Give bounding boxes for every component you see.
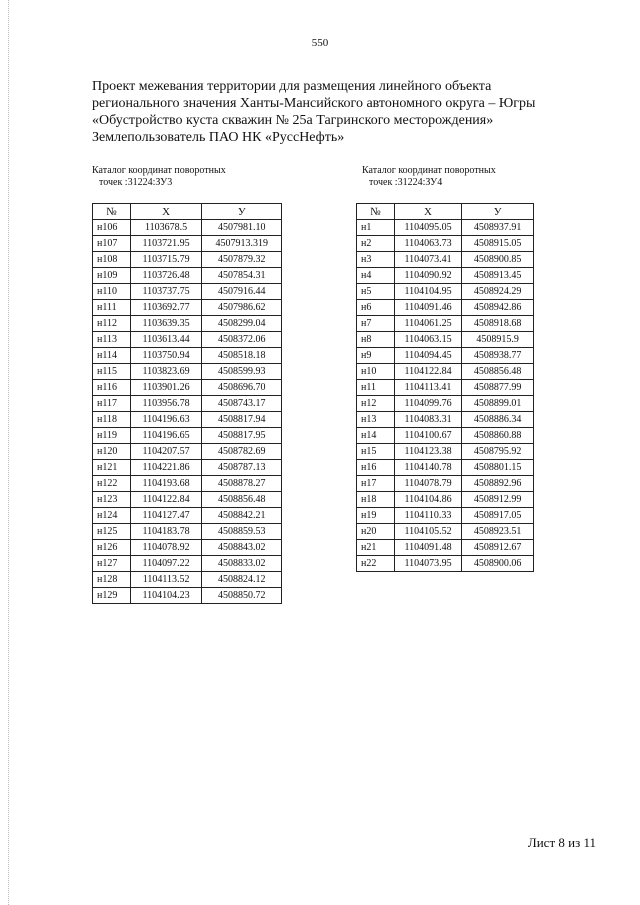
header-number: № xyxy=(357,204,395,220)
point-number-cell: н14 xyxy=(357,428,395,444)
point-number-cell: н124 xyxy=(93,508,131,524)
x-coordinate-cell: 1103956.78 xyxy=(130,396,202,412)
right-caption-line-2: точек :31224:ЗУ4 xyxy=(369,177,443,188)
table-row xyxy=(93,332,282,348)
table-row xyxy=(93,476,282,492)
x-coordinate-cell: 1104100.67 xyxy=(394,428,462,444)
x-coordinate-cell: 1104113.41 xyxy=(394,380,462,396)
x-coordinate-cell: 1104073.95 xyxy=(394,556,462,572)
y-coordinate-cell: 4508299.04 xyxy=(202,316,282,332)
x-coordinate-cell: 1104078.92 xyxy=(130,540,202,556)
table-row xyxy=(357,300,534,316)
point-number-cell: н113 xyxy=(93,332,131,348)
y-coordinate-cell: 4508938.77 xyxy=(462,348,534,364)
table-row xyxy=(357,220,534,236)
table-row xyxy=(93,284,282,300)
point-number-cell: н13 xyxy=(357,412,395,428)
table-row xyxy=(357,252,534,268)
y-coordinate-cell: 4508795.92 xyxy=(462,444,534,460)
right-caption-line-1: Каталог координат поворотных xyxy=(362,165,496,176)
y-coordinate-cell: 4508923.51 xyxy=(462,524,534,540)
x-coordinate-cell: 1103721.95 xyxy=(130,236,202,252)
document-title xyxy=(92,78,572,146)
y-coordinate-cell: 4507913.319 xyxy=(202,236,282,252)
y-coordinate-cell: 4508899.01 xyxy=(462,396,534,412)
y-coordinate-cell: 4508912.99 xyxy=(462,492,534,508)
table-row xyxy=(93,396,282,412)
table-row xyxy=(93,524,282,540)
y-coordinate-cell: 4508787.13 xyxy=(202,460,282,476)
x-coordinate-cell: 1104140.78 xyxy=(394,460,462,476)
header-number: № xyxy=(93,204,131,220)
point-number-cell: н112 xyxy=(93,316,131,332)
table-row xyxy=(357,316,534,332)
y-coordinate-cell: 4508743.17 xyxy=(202,396,282,412)
point-number-cell: н110 xyxy=(93,284,131,300)
x-coordinate-cell: 1104122.84 xyxy=(394,364,462,380)
point-number-cell: н118 xyxy=(93,412,131,428)
x-coordinate-cell: 1104105.52 xyxy=(394,524,462,540)
table-header-row xyxy=(357,204,534,220)
point-number-cell: н22 xyxy=(357,556,395,572)
table-row xyxy=(357,556,534,572)
y-coordinate-cell: 4508817.94 xyxy=(202,412,282,428)
x-coordinate-cell: 1104061.25 xyxy=(394,316,462,332)
y-coordinate-cell: 4508860.88 xyxy=(462,428,534,444)
x-coordinate-cell: 1103678.5 xyxy=(130,220,202,236)
table-row xyxy=(357,460,534,476)
x-coordinate-cell: 1104113.52 xyxy=(130,572,202,588)
table-row xyxy=(357,348,534,364)
x-coordinate-cell: 1104091.48 xyxy=(394,540,462,556)
y-coordinate-cell: 4508824.12 xyxy=(202,572,282,588)
point-number-cell: н111 xyxy=(93,300,131,316)
y-coordinate-cell: 4507981.10 xyxy=(202,220,282,236)
point-number-cell: н108 xyxy=(93,252,131,268)
y-coordinate-cell: 4508915.05 xyxy=(462,236,534,252)
y-coordinate-cell: 4508924.29 xyxy=(462,284,534,300)
x-coordinate-cell: 1104110.33 xyxy=(394,508,462,524)
x-coordinate-cell: 1104196.63 xyxy=(130,412,202,428)
x-coordinate-cell: 1103726.48 xyxy=(130,268,202,284)
point-number-cell: н12 xyxy=(357,396,395,412)
point-number-cell: н114 xyxy=(93,348,131,364)
title-line-2: регионального значения Ханты-Мансийского автономного округа – Югры xyxy=(92,96,536,111)
table-row xyxy=(357,380,534,396)
y-coordinate-cell: 4508913.45 xyxy=(462,268,534,284)
left-catalog-caption xyxy=(92,165,226,189)
x-coordinate-cell: 1104193.68 xyxy=(130,476,202,492)
point-number-cell: н107 xyxy=(93,236,131,252)
y-coordinate-cell: 4508918.68 xyxy=(462,316,534,332)
table-row xyxy=(357,444,534,460)
y-coordinate-cell: 4508833.02 xyxy=(202,556,282,572)
y-coordinate-cell: 4508878.27 xyxy=(202,476,282,492)
table-row xyxy=(357,332,534,348)
point-number-cell: н116 xyxy=(93,380,131,396)
header-x: X xyxy=(130,204,202,220)
x-coordinate-cell: 1103750.94 xyxy=(130,348,202,364)
point-number-cell: н18 xyxy=(357,492,395,508)
table-row xyxy=(357,540,534,556)
table-row xyxy=(93,380,282,396)
header-x: X xyxy=(394,204,462,220)
y-coordinate-cell: 4508917.05 xyxy=(462,508,534,524)
y-coordinate-cell: 4508599.93 xyxy=(202,364,282,380)
left-caption-line-1: Каталог координат поворотных xyxy=(92,165,226,176)
y-coordinate-cell: 4507854.31 xyxy=(202,268,282,284)
y-coordinate-cell: 4507916.44 xyxy=(202,284,282,300)
header-y: У xyxy=(202,204,282,220)
right-catalog-caption xyxy=(362,165,496,189)
table-row xyxy=(93,252,282,268)
y-coordinate-cell: 4508782.69 xyxy=(202,444,282,460)
x-coordinate-cell: 1104104.23 xyxy=(130,588,202,604)
x-coordinate-cell: 1104090.92 xyxy=(394,268,462,284)
table-row xyxy=(93,572,282,588)
x-coordinate-cell: 1104063.15 xyxy=(394,332,462,348)
x-coordinate-cell: 1104094.45 xyxy=(394,348,462,364)
table-row xyxy=(93,540,282,556)
point-number-cell: н128 xyxy=(93,572,131,588)
table-row xyxy=(93,316,282,332)
y-coordinate-cell: 4508892.96 xyxy=(462,476,534,492)
x-coordinate-cell: 1104183.78 xyxy=(130,524,202,540)
point-number-cell: н4 xyxy=(357,268,395,284)
table-row xyxy=(93,492,282,508)
table-row xyxy=(357,364,534,380)
y-coordinate-cell: 4508856.48 xyxy=(462,364,534,380)
point-number-cell: н3 xyxy=(357,252,395,268)
x-coordinate-cell: 1104123.38 xyxy=(394,444,462,460)
y-coordinate-cell: 4508942.86 xyxy=(462,300,534,316)
point-number-cell: н7 xyxy=(357,316,395,332)
table-row xyxy=(93,364,282,380)
table-row xyxy=(93,460,282,476)
y-coordinate-cell: 4507986.62 xyxy=(202,300,282,316)
x-coordinate-cell: 1103613.44 xyxy=(130,332,202,348)
y-coordinate-cell: 4508900.06 xyxy=(462,556,534,572)
x-coordinate-cell: 1104063.73 xyxy=(394,236,462,252)
point-number-cell: н6 xyxy=(357,300,395,316)
x-coordinate-cell: 1104083.31 xyxy=(394,412,462,428)
point-number-cell: н15 xyxy=(357,444,395,460)
point-number-cell: н119 xyxy=(93,428,131,444)
table-row xyxy=(357,396,534,412)
point-number-cell: н127 xyxy=(93,556,131,572)
table-row xyxy=(93,428,282,444)
x-coordinate-cell: 1103639.35 xyxy=(130,316,202,332)
x-coordinate-cell: 1104073.41 xyxy=(394,252,462,268)
point-number-cell: н1 xyxy=(357,220,395,236)
table-row xyxy=(357,412,534,428)
table-row xyxy=(93,588,282,604)
point-number-cell: н121 xyxy=(93,460,131,476)
x-coordinate-cell: 1104091.46 xyxy=(394,300,462,316)
point-number-cell: н106 xyxy=(93,220,131,236)
point-number-cell: н129 xyxy=(93,588,131,604)
table-row xyxy=(357,268,534,284)
table-row xyxy=(357,524,534,540)
x-coordinate-cell: 1104099.76 xyxy=(394,396,462,412)
table-row xyxy=(357,508,534,524)
point-number-cell: н9 xyxy=(357,348,395,364)
table-row xyxy=(93,348,282,364)
point-number-cell: н115 xyxy=(93,364,131,380)
x-coordinate-cell: 1103737.75 xyxy=(130,284,202,300)
y-coordinate-cell: 4508696.70 xyxy=(202,380,282,396)
point-number-cell: н123 xyxy=(93,492,131,508)
point-number-cell: н109 xyxy=(93,268,131,284)
table-row xyxy=(93,412,282,428)
point-number-cell: н2 xyxy=(357,236,395,252)
point-number-cell: н5 xyxy=(357,284,395,300)
y-coordinate-cell: 4508856.48 xyxy=(202,492,282,508)
left-caption-line-2: точек :31224:ЗУ3 xyxy=(99,177,173,188)
x-coordinate-cell: 1104221.86 xyxy=(130,460,202,476)
page-number: 550 xyxy=(311,37,329,49)
y-coordinate-cell: 4508850.72 xyxy=(202,588,282,604)
y-coordinate-cell: 4508372.06 xyxy=(202,332,282,348)
point-number-cell: н11 xyxy=(357,380,395,396)
table-row xyxy=(357,428,534,444)
table-row xyxy=(357,492,534,508)
point-number-cell: н126 xyxy=(93,540,131,556)
point-number-cell: н16 xyxy=(357,460,395,476)
table-row xyxy=(93,300,282,316)
table-row xyxy=(357,476,534,492)
table-row xyxy=(93,236,282,252)
x-coordinate-cell: 1104104.86 xyxy=(394,492,462,508)
binding-margin-line xyxy=(8,0,9,905)
y-coordinate-cell: 4508842.21 xyxy=(202,508,282,524)
y-coordinate-cell: 4508877.99 xyxy=(462,380,534,396)
y-coordinate-cell: 4508912.67 xyxy=(462,540,534,556)
x-coordinate-cell: 1104122.84 xyxy=(130,492,202,508)
x-coordinate-cell: 1103823.69 xyxy=(130,364,202,380)
table-row xyxy=(93,444,282,460)
y-coordinate-cell: 4508843.02 xyxy=(202,540,282,556)
point-number-cell: н122 xyxy=(93,476,131,492)
point-number-cell: н19 xyxy=(357,508,395,524)
point-number-cell: н21 xyxy=(357,540,395,556)
y-coordinate-cell: 4508801.15 xyxy=(462,460,534,476)
right-coordinates-table xyxy=(356,203,534,572)
point-number-cell: н117 xyxy=(93,396,131,412)
x-coordinate-cell: 1104196.65 xyxy=(130,428,202,444)
y-coordinate-cell: 4508915.9 xyxy=(462,332,534,348)
table-header-row xyxy=(93,204,282,220)
x-coordinate-cell: 1103715.79 xyxy=(130,252,202,268)
title-line-1: Проект межевания территории для размещения линейного объекта xyxy=(92,79,492,94)
y-coordinate-cell: 4508518.18 xyxy=(202,348,282,364)
x-coordinate-cell: 1104207.57 xyxy=(130,444,202,460)
y-coordinate-cell: 4508859.53 xyxy=(202,524,282,540)
point-number-cell: н20 xyxy=(357,524,395,540)
x-coordinate-cell: 1104097.22 xyxy=(130,556,202,572)
sheet-label: Лист 8 из 11 xyxy=(527,835,596,850)
y-coordinate-cell: 4508900.85 xyxy=(462,252,534,268)
x-coordinate-cell: 1104127.47 xyxy=(130,508,202,524)
title-line-4: Землепользователь ПАО НК «РуссНефть» xyxy=(92,130,345,145)
point-number-cell: н17 xyxy=(357,476,395,492)
point-number-cell: н120 xyxy=(93,444,131,460)
point-number-cell: н8 xyxy=(357,332,395,348)
header-y: У xyxy=(462,204,534,220)
point-number-cell: н10 xyxy=(357,364,395,380)
table-row xyxy=(93,268,282,284)
x-coordinate-cell: 1104078.79 xyxy=(394,476,462,492)
y-coordinate-cell: 4508886.34 xyxy=(462,412,534,428)
title-line-3: «Обустройство куста скважин № 25а Тагринского месторождения» xyxy=(92,113,494,128)
x-coordinate-cell: 1104095.05 xyxy=(394,220,462,236)
x-coordinate-cell: 1104104.95 xyxy=(394,284,462,300)
x-coordinate-cell: 1103901.26 xyxy=(130,380,202,396)
table-row xyxy=(93,508,282,524)
point-number-cell: н125 xyxy=(93,524,131,540)
y-coordinate-cell: 4507879.32 xyxy=(202,252,282,268)
table-row xyxy=(357,236,534,252)
y-coordinate-cell: 4508937.91 xyxy=(462,220,534,236)
y-coordinate-cell: 4508817.95 xyxy=(202,428,282,444)
table-row xyxy=(357,284,534,300)
table-row xyxy=(93,220,282,236)
x-coordinate-cell: 1103692.77 xyxy=(130,300,202,316)
table-row xyxy=(93,556,282,572)
left-coordinates-table xyxy=(92,203,282,604)
